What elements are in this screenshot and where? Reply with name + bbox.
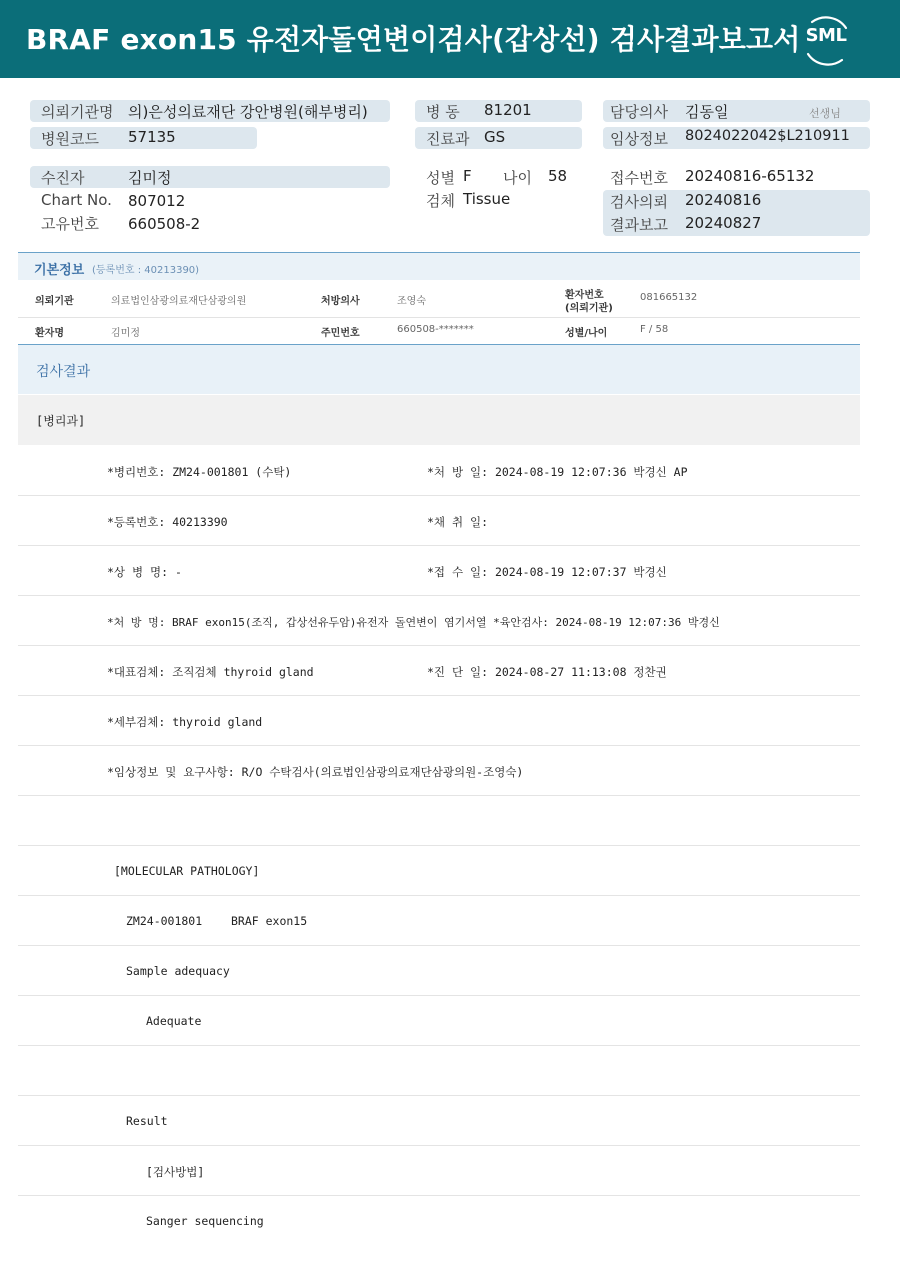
representative-specimen: *대표검체: 조직검체 thyroid gland [107,665,314,679]
rrn-key: 주민번호 [321,328,360,339]
doctor-value: 김동일 [685,103,729,121]
chart-label: Chart No. [41,191,112,209]
pathology-dept [18,395,860,445]
req-inst-label: 의뢰기관명 [41,103,114,121]
request-label: 검사의뢰 [610,193,668,211]
result-title: 검사결과 [36,364,91,380]
prescription-name: *처 방 명: BRAF exon15(조직, 갑상선유두암)유전자 돌연변이 염기서열 *육안검사: 2024-08-19 12:07:36 박경신 [107,616,720,629]
sample-adequacy-value: Adequate [146,1014,202,1028]
basic-info-header [18,252,860,280]
sex-label: 성별 [426,169,455,187]
gene-name: BRAF exon15 [231,914,308,928]
request-value: 20240816 [685,191,762,209]
result-line [18,1096,860,1146]
result-line [18,646,860,696]
sex-age-val: F / 58 [640,324,669,335]
patient-name-key: 환자명 [35,328,64,339]
rrn-val: 660508-******* [397,324,474,335]
basic-row-1 [18,281,860,318]
receipt-value: 20240816-65132 [685,167,815,185]
name-value: 김미정 [128,169,172,187]
sex-value: F [463,167,472,185]
diagnosis-name: *상 병 명: - [107,565,182,579]
blank-line [18,1046,860,1096]
result-line [18,596,860,646]
report-label: 결과보고 [610,216,668,234]
specimen-label: 검체 [426,192,455,210]
doctor-suffix: 선생님 [809,107,841,120]
result-line [18,996,860,1046]
dept-value: GS [484,128,506,146]
patient-no-key: 환자번호 [565,290,604,301]
receipt-date: *접 수 일: 2024-08-19 12:07:37 박경신 [427,565,667,579]
result-line [18,896,860,946]
blank-line [18,796,860,846]
receipt-label: 접수번호 [610,169,668,187]
pathology-dept-label: [병리과] [36,414,86,428]
result-line [18,546,860,596]
collection-date: *채 취 일: [427,515,489,529]
basic-info-title: 기본정보 [34,263,85,278]
registration-number: *등록번호: 40213390 [107,515,228,529]
logo-text: SML [805,25,847,46]
result-label: Result [126,1114,168,1128]
case-id: ZM24-001801 [126,914,203,928]
uid-value: 660508-2 [128,215,201,233]
patient-no-key-sub: (의뢰기관) [565,303,613,314]
basic-info-regno: (등록번호 : 40213390) [92,265,200,276]
result-line [18,1196,860,1246]
hosp-code-label: 병원코드 [41,130,99,148]
report-title: BRAF exon15 유전자돌연변이검사(갑상선) 검사결과보고서 [26,23,801,56]
hosp-code-value: 57135 [128,128,176,146]
age-label: 나이 [503,169,532,187]
dept-label: 진료과 [426,130,470,148]
patient-no-val: 081665132 [640,292,698,303]
chart-value: 807012 [128,192,186,210]
method-value: Sanger sequencing [146,1214,264,1228]
ward-value: 81201 [484,101,532,119]
ward-label: 병 동 [426,103,460,121]
patient-name-val: 김미정 [111,328,140,339]
prescriber-val: 조영숙 [397,296,426,307]
clinical-request: *임상정보 및 요구사항: R/O 수탁검사(의료법인삼광의료재단삼광의원-조영숙) [107,765,524,779]
req-inst-key: 의뢰기관 [35,296,74,307]
result-line [18,496,860,546]
clinical-value: 8024022042$L210911 [685,128,850,144]
report-value: 20240827 [685,214,762,232]
basic-row-2 [18,318,860,344]
result-line [18,946,860,996]
pathology-number: *병리번호: ZM24-001801 (수탁) [107,465,292,479]
report-header [0,0,900,78]
detail-specimen: *세부검체: thyroid gland [107,715,263,729]
clinical-label: 임상정보 [610,130,668,148]
prescriber-key: 처방의사 [321,296,360,307]
result-line [18,446,860,496]
method-label: [검사방법] [146,1165,205,1179]
result-header [18,344,860,394]
result-line [18,746,860,796]
doctor-label: 담당의사 [610,103,668,121]
age-value: 58 [548,167,568,185]
name-label: 수진자 [41,169,85,187]
specimen-value: Tissue [463,190,511,208]
req-inst-value: 의)은성의료재단 강안병원(해부병리) [128,103,368,121]
sex-age-key: 성별/나이 [565,328,608,339]
diagnosis-date: *진 단 일: 2024-08-27 11:13:08 정찬권 [427,665,667,679]
result-line [18,696,860,746]
uid-label: 고유번호 [41,215,99,233]
prescription-date: *처 방 일: 2024-08-19 12:07:36 박경신 AP [427,465,688,479]
result-line [18,846,860,896]
req-inst-val: 의료법인삼광의료재단삼광의원 [111,296,247,307]
result-line [18,1146,860,1196]
molecular-pathology-heading: [MOLECULAR PATHOLOGY] [114,864,260,878]
sample-adequacy-label: Sample adequacy [126,964,230,978]
